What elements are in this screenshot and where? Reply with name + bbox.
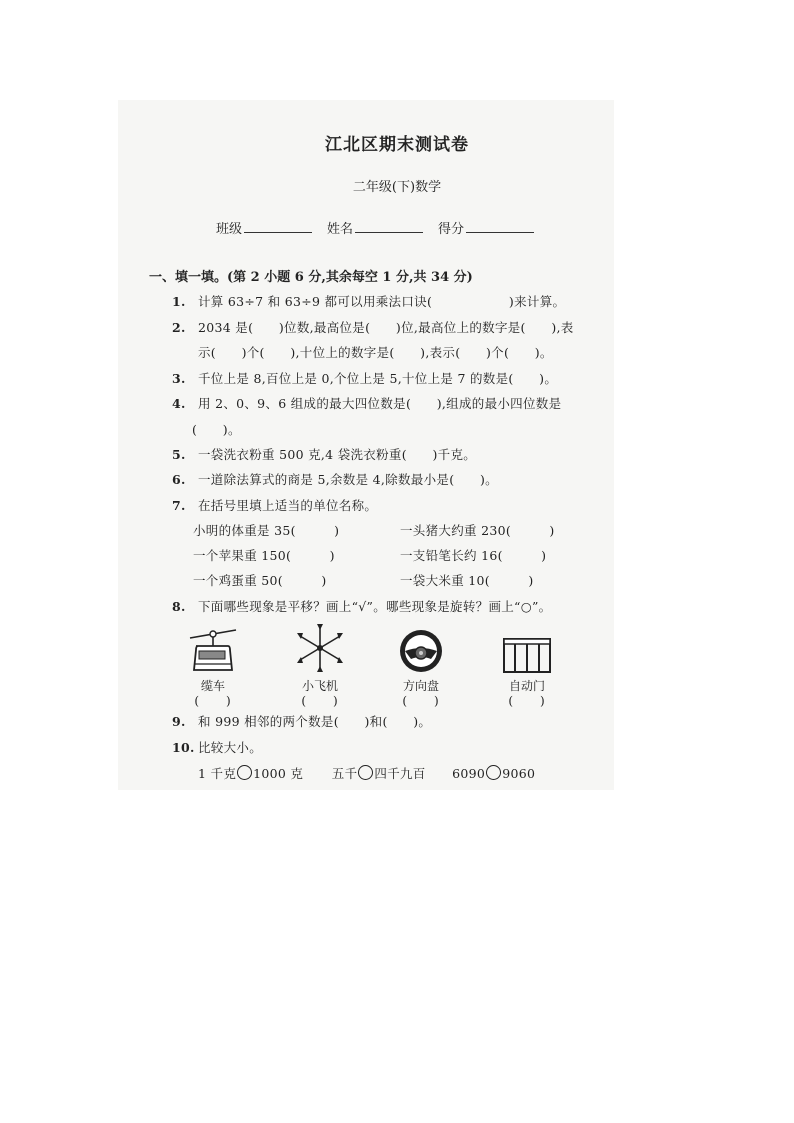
question-7: [172, 496, 377, 514]
page-title: 江北区期末测试卷: [325, 135, 469, 155]
comparison-right: 四千九百: [374, 766, 426, 781]
compare-circle[interactable]: [486, 765, 501, 780]
question-number: 3.: [172, 371, 186, 386]
picture-caption: 缆车: [200, 679, 225, 693]
unit-item: 一个苹果重 150( ): [193, 548, 335, 563]
question-5: [172, 445, 476, 463]
comparison-right: 1000 克: [253, 766, 304, 781]
picture-caption: 小飞机: [301, 679, 338, 693]
question-text: 和 999 相邻的两个数是( )和( )。: [198, 714, 432, 729]
question-1: [172, 292, 565, 310]
question-10: [172, 738, 262, 756]
question-2: [172, 318, 574, 336]
question-number: 4.: [172, 396, 186, 411]
name-label: 姓名: [327, 222, 354, 237]
answer-blank[interactable]: ( ): [402, 694, 440, 708]
question-number: 1.: [172, 294, 186, 309]
compare-circle[interactable]: [237, 765, 252, 780]
question-2-line-2: 示( )个( ),十位上的数字是( ),表示( )个( )。: [198, 345, 553, 360]
score-label: 得分: [438, 222, 465, 237]
question-number: 6.: [172, 472, 186, 487]
class-label: 班级: [216, 222, 243, 237]
name-field[interactable]: [327, 218, 423, 237]
unit-item: 一头猪大约重 230( ): [400, 523, 555, 538]
question-number: 9.: [172, 714, 186, 729]
question-number: 2.: [172, 320, 186, 335]
section-heading: 一、填一填。(第 2 小题 6 分,其余每空 1 分,共 34 分): [149, 270, 473, 285]
question-4: [172, 394, 561, 412]
comparison-left: 6090: [452, 766, 486, 781]
score-blank[interactable]: [466, 220, 534, 233]
class-field[interactable]: [216, 218, 312, 237]
question-text: 用 2、0、9、6 组成的最大四位数是( ),组成的最小四位数是: [198, 396, 562, 411]
comparison-row: [198, 764, 535, 782]
answer-blank[interactable]: ( ): [508, 694, 546, 708]
question-text: 在括号里填上适当的单位名称。: [198, 498, 378, 513]
question-9: [172, 712, 431, 730]
unit-item: 一个鸡蛋重 50( ): [193, 573, 327, 588]
unit-item: 小明的体重是 35( ): [193, 523, 340, 538]
cable-car-icon: [188, 628, 238, 674]
unit-item: 一袋大米重 10( ): [400, 573, 534, 588]
question-number: 5.: [172, 447, 186, 462]
question-4-line-2: ( )。: [192, 422, 241, 437]
picture-caption: 自动门: [508, 679, 545, 693]
class-blank[interactable]: [244, 220, 312, 233]
question-text: 下面哪些现象是平移？画上“√”。哪些现象是旋转？画上“○”。: [198, 599, 552, 614]
question-text: 2034 是( )位数,最高位是( )位,最高位上的数字是( ),表: [198, 320, 574, 335]
question-text: 一袋洗衣粉重 500 克,4 袋洗衣粉重( )千克。: [198, 447, 477, 462]
answer-blank[interactable]: ( ): [301, 694, 339, 708]
steering-wheel-icon: [397, 627, 445, 675]
question-text: 一道除法算式的商是 5,余数是 4,除数最小是( )。: [198, 472, 498, 487]
compare-circle[interactable]: [358, 765, 373, 780]
question-6: [172, 470, 498, 488]
question-3: [172, 369, 557, 387]
spinning-planes-icon: [293, 621, 347, 675]
question-text: 计算 63÷7 和 63÷9 都可以用乘法口诀( )来计算。: [198, 294, 566, 309]
question-number: 10.: [172, 740, 195, 755]
question-number: 7.: [172, 498, 186, 513]
question-text: 比较大小。: [198, 740, 263, 755]
automatic-door-icon: [501, 636, 553, 674]
comparison-left: 五千: [331, 766, 358, 781]
name-blank[interactable]: [355, 220, 423, 233]
comparison-right: 9060: [502, 766, 536, 781]
question-number: 8.: [172, 599, 186, 614]
answer-blank[interactable]: ( ): [194, 694, 232, 708]
question-8: [172, 597, 551, 615]
question-text: 千位上是 8,百位上是 0,个位上是 5,十位上是 7 的数是( )。: [198, 371, 558, 386]
picture-caption: 方向盘: [402, 679, 439, 693]
score-field[interactable]: [438, 218, 534, 237]
page-subtitle: 二年级(下)数学: [352, 180, 442, 195]
unit-item: 一支铅笔长约 16( ): [400, 548, 547, 563]
comparison-left: 1 千克: [198, 766, 237, 781]
